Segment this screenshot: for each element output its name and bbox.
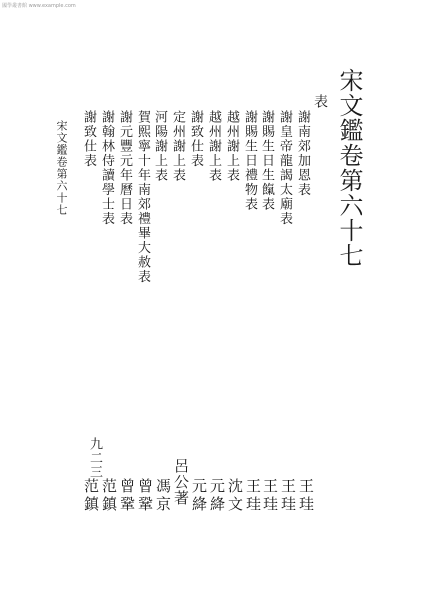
- entry-title: 河陽謝上表: [152, 110, 167, 183]
- entry-title: 謝致仕表: [81, 110, 96, 168]
- author-name: 沈文: [226, 478, 244, 514]
- author-name: 曾鞏: [136, 478, 154, 514]
- footer-char: 文: [55, 132, 68, 144]
- author-name: 王珪: [279, 478, 297, 514]
- entry-title: 賀熙寧十年南郊禮畢大赦表: [135, 110, 150, 284]
- entry-title: 謝南郊加恩表: [295, 110, 310, 197]
- author-name: 呂公著: [172, 458, 190, 506]
- footer-char: 鑑: [55, 144, 68, 156]
- scan-watermark: 國學叢書館 www.example.com: [2, 3, 76, 9]
- entry-title: 越州謝上表: [206, 110, 221, 183]
- author-name: 曾鞏: [118, 478, 136, 514]
- entry-title: 謝致仕表: [188, 110, 203, 168]
- author-name: 王珪: [261, 478, 279, 514]
- author-name: 王珪: [244, 478, 262, 514]
- entry-title: 越州謝上表: [224, 110, 239, 183]
- entry-title: 定州謝上表: [170, 110, 185, 183]
- entry-title: 謝賜生日生餼表: [259, 110, 274, 212]
- entry-title: 謝賜生日禮物表: [242, 110, 257, 212]
- author-name: 范鎮: [100, 478, 118, 514]
- author-name: 元絳: [208, 478, 226, 514]
- author-name: 元絳: [190, 478, 208, 514]
- author-name: 馮京: [154, 478, 172, 514]
- footer-volume: 卷第六十七: [55, 156, 68, 216]
- entry-title: 謝元豐元年曆日表: [117, 110, 132, 226]
- page-number: 九二三: [87, 437, 102, 479]
- entry-title: 謝皇帝龍謁太廟表: [277, 110, 292, 226]
- section-heading: 表: [312, 94, 328, 108]
- author-name: 王珪: [297, 478, 315, 514]
- entry-title: 謝翰林侍讀學士表: [99, 110, 114, 226]
- volume-title: 宋文鑑卷第六十七: [335, 68, 363, 268]
- book-footer: [56, 120, 67, 216]
- author-name: 范鎮: [82, 478, 100, 514]
- footer-char: 宋: [55, 120, 68, 132]
